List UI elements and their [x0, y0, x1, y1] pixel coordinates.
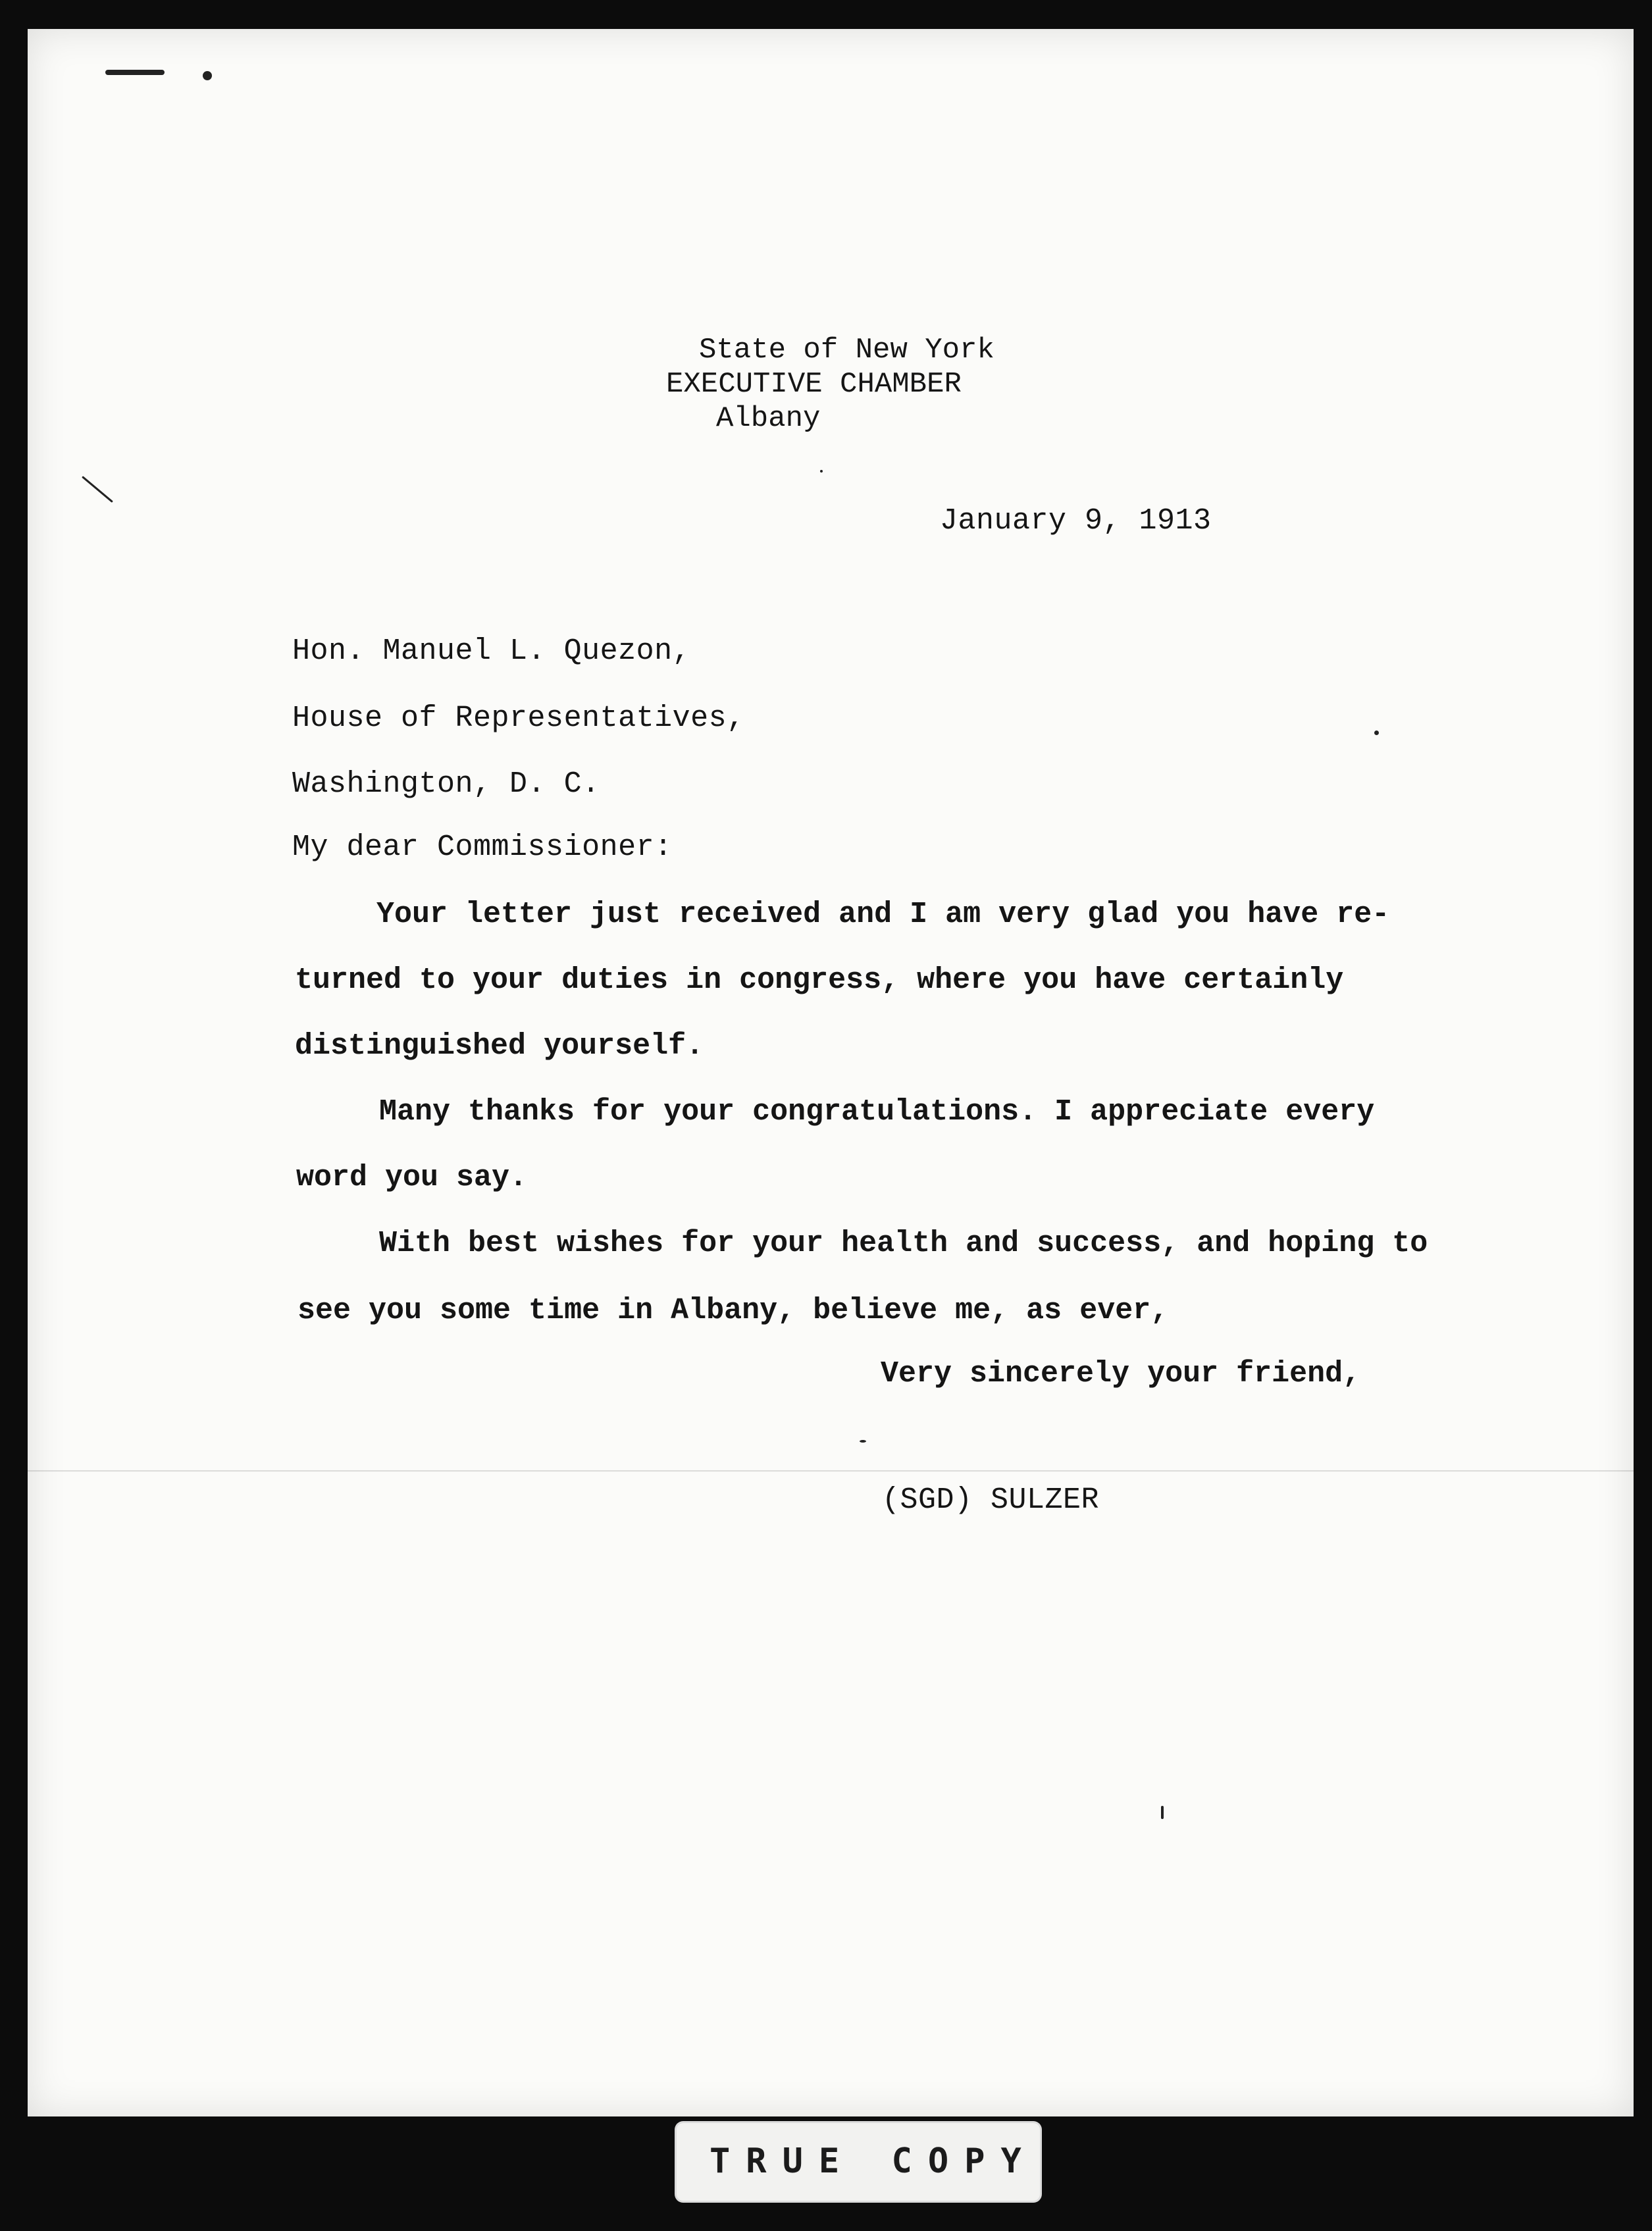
- letterhead-state: State of New York: [699, 334, 994, 367]
- ink-mark: [1161, 1806, 1164, 1819]
- recipient-name: Hon. Manuel L. Quezon,: [292, 634, 691, 668]
- recipient-office: House of Representatives,: [292, 702, 745, 735]
- body-paragraph-3-line-1: With best wishes for your health and success, and hoping to: [379, 1227, 1428, 1260]
- salutation: My dear Commissioner:: [292, 831, 673, 864]
- letterhead-chamber: EXECUTIVE CHAMBER: [666, 368, 962, 401]
- body-paragraph-1-line-2: turned to your duties in congress, where you have certainly: [295, 963, 1344, 997]
- recipient-city: Washington, D. C.: [292, 767, 600, 801]
- body-paragraph-1-line-3: distinguished yourself.: [295, 1029, 704, 1063]
- body-paragraph-3-line-2: see you some time in Albany, believe me, as ever,: [297, 1294, 1169, 1327]
- ink-mark: [860, 1440, 866, 1443]
- body-paragraph-1-line-1: Your letter just received and I am very glad you have re-: [376, 898, 1390, 931]
- signature: (SGD) SULZER: [882, 1483, 1100, 1517]
- ink-mark: [203, 71, 212, 80]
- body-paragraph-2-line-2: word you say.: [296, 1161, 528, 1194]
- letter-date: January 9, 1913: [940, 504, 1212, 538]
- letterhead-city: Albany: [716, 402, 821, 435]
- ink-mark: [82, 476, 113, 503]
- letterhead: [666, 333, 994, 436]
- true-copy-stamp: [677, 2123, 1040, 2201]
- ink-mark: [105, 70, 165, 75]
- document-page: [28, 29, 1634, 2116]
- body-paragraph-2-line-1: Many thanks for your congratulations. I appreciate every: [379, 1095, 1375, 1129]
- ink-mark: [820, 470, 823, 473]
- ink-mark: [1374, 731, 1379, 735]
- fold-line: [28, 1470, 1634, 1472]
- closing: Very sincerely your friend,: [881, 1357, 1361, 1391]
- stamp-text: TRUE COPY: [710, 2141, 1037, 2181]
